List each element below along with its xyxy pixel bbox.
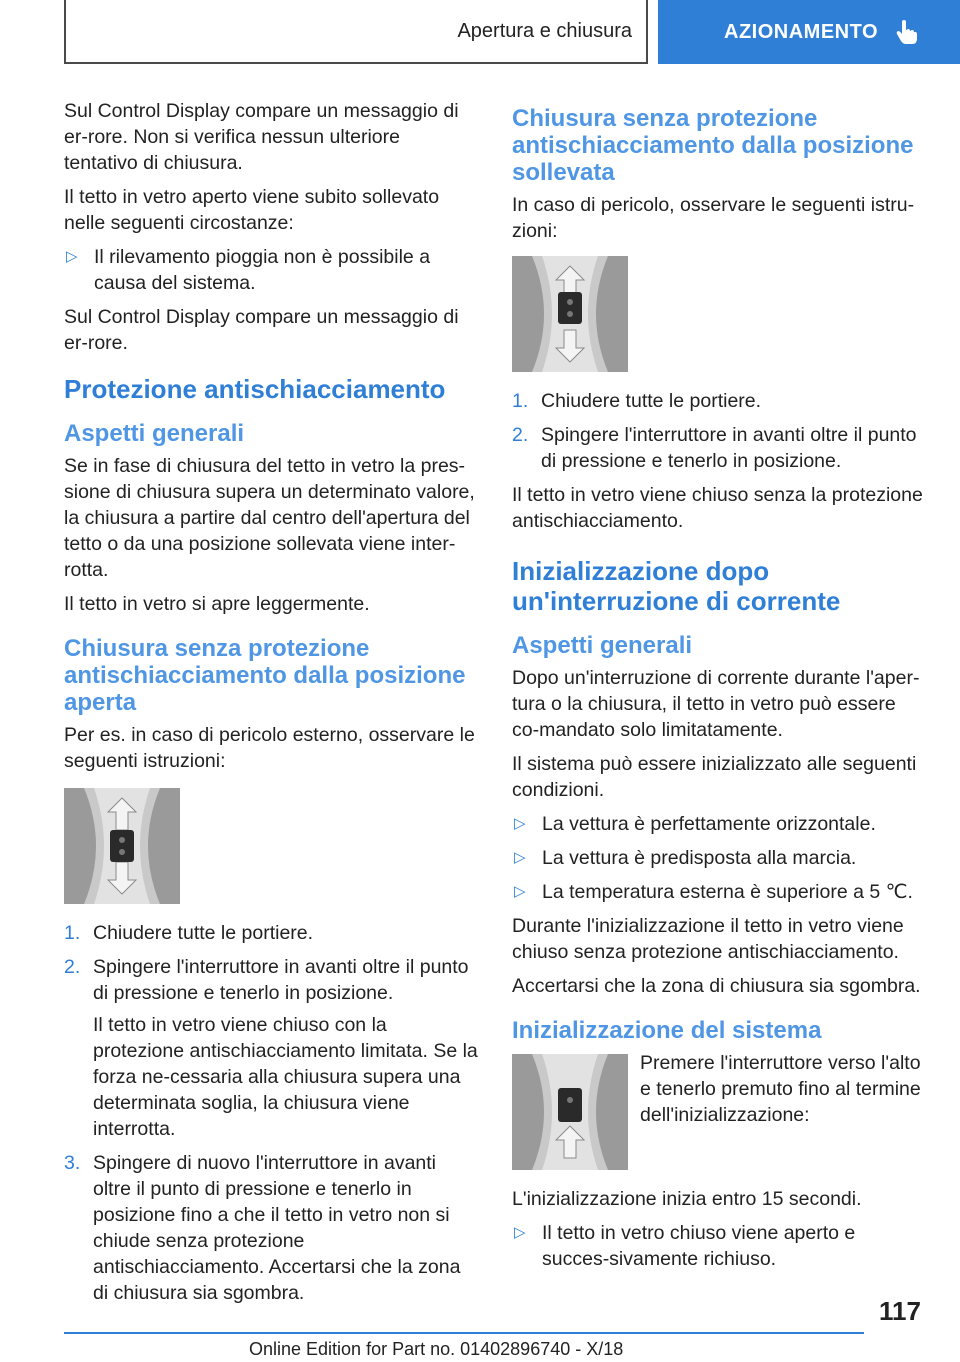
list-item: 1. Chiudere tutte le portiere. <box>64 922 314 944</box>
section-heading: Protezione antischiacciamento <box>64 374 446 404</box>
bullet-list <box>64 244 478 296</box>
subsection-heading: Chiusura senza protezione antischiacciamento dalla posizione aperta <box>64 635 466 716</box>
paragraph: Sul Control Display compare un messaggio di er-rore. Non si verifica nessun ulteriore tentativo di chiusura. <box>64 100 459 174</box>
roof-switch-image <box>64 788 180 904</box>
paragraph: In caso di pericolo, osservare le seguenti istru-zioni: <box>512 194 915 242</box>
list-item: ▷ La vettura è perfettamente orizzontale. <box>514 813 876 835</box>
list-item: ▷ La vettura è predisposta alla marcia. <box>514 847 857 869</box>
paragraph: Il tetto in vetro si apre leggermente. <box>64 593 370 615</box>
paragraph: Per es. in caso di pericolo esterno, osservare le seguenti istruzioni: <box>64 724 475 772</box>
header-chapter-title: AZIONAMENTO <box>724 20 879 43</box>
list-item: 2. Spingere l'interruttore in avanti oltre il punto di pressione e tenerlo in posizione. Il tetto in vetro viene chiuso con la protezione antischiacciamento limitata. Se la forza ne-cessaria alla chiusura supera una determinata soglia, la chiusura viene interrotta. <box>64 956 478 1140</box>
subsection-heading: Aspetti generali <box>64 420 245 447</box>
roof-switch-image <box>512 1054 628 1170</box>
image-with-text <box>512 1050 926 1178</box>
subsection-heading: Inizializzazione del sistema <box>512 1017 822 1044</box>
right-column <box>512 98 926 1280</box>
footer-text: Online Edition for Part no. 01402896740 - X/18 <box>249 1339 624 1359</box>
triangle-bullet-icon: ▷ <box>514 815 526 832</box>
header-section-tab <box>64 0 648 64</box>
list-item: ▷ La temperatura esterna è superiore a 5 ℃. <box>514 881 913 903</box>
hand-pointer-icon <box>896 19 918 45</box>
paragraph: Il tetto in vetro viene chiuso senza la protezione antischiacciamento. <box>512 484 923 532</box>
subsection-heading: Chiusura senza protezione antischiacciamento dalla posizione sollevata <box>512 105 914 186</box>
footer-divider <box>64 1332 864 1334</box>
header-chapter-tab <box>658 0 960 64</box>
bullet-list <box>512 811 926 905</box>
page-number: 117 <box>879 1296 921 1326</box>
paragraph: Accertarsi che la zona di chiusura sia sgombra. <box>512 975 921 997</box>
section-heading: Inizializzazione dopo un'interruzione di corrente <box>512 556 841 616</box>
list-item: ▷ Il tetto in vetro chiuso viene aperto e succes-sivamente richiuso. <box>514 1222 856 1270</box>
header-section-title: Apertura e chiusura <box>457 19 632 42</box>
list-item: 2. Spingere l'interruttore in avanti oltre il punto di pressione e tenerlo in posizione. <box>512 424 917 472</box>
paragraph: L'inizializzazione inizia entro 15 secondi. <box>512 1188 862 1210</box>
list-item: 3. Spingere di nuovo l'interruttore in avanti oltre il punto di pressione e tenerlo in posizione fino a che il tetto in vetro non si chiude senza protezione antischiacciamento. Accertarsi che la zona di chiusura sia sgombra. <box>64 1152 461 1304</box>
paragraph: Durante l'inizializzazione il tetto in vetro viene chiuso senza protezione antischiacciamento. <box>512 915 904 963</box>
roof-switch-image <box>512 256 628 372</box>
triangle-bullet-icon: ▷ <box>514 849 526 866</box>
list-item: ▷ Il rilevamento pioggia non è possibile a causa del sistema. <box>66 246 431 294</box>
left-column <box>64 98 478 1314</box>
triangle-bullet-icon: ▷ <box>66 248 78 265</box>
paragraph: Se in fase di chiusura del tetto in vetro la pres-sione di chiusura supera un determinato valore, la chiusura a partire dal centro dell'apertura del tetto o da una posizione sollevata viene inter-rotta. <box>64 455 475 581</box>
paragraph: Il sistema può essere inizializzato alle seguenti condizioni. <box>512 753 917 801</box>
numbered-list <box>64 920 478 1306</box>
list-item: 1. Chiudere tutte le portiere. <box>512 390 762 412</box>
triangle-bullet-icon: ▷ <box>514 883 526 900</box>
paragraph: Il tetto in vetro aperto viene subito sollevato nelle seguenti circostanze: <box>64 186 440 234</box>
numbered-list <box>512 388 926 474</box>
bullet-list <box>512 1220 926 1272</box>
subsection-heading: Aspetti generali <box>512 632 693 659</box>
paragraph: Premere l'interruttore verso l'alto e tenerlo premuto fino al termine dell'inizializzazione: <box>640 1052 921 1126</box>
paragraph: Dopo un'interruzione di corrente durante l'aper-tura o la chiusura, il tetto in vetro può essere co-mandato solo limitatamente. <box>512 667 920 741</box>
list-item-note: Il tetto in vetro viene chiuso con la protezione antischiacciamento limitata. Se la forza ne-cessaria alla chiusura supera una determinata soglia, la chiusura viene interrotta. <box>93 1014 478 1140</box>
triangle-bullet-icon: ▷ <box>514 1224 526 1241</box>
paragraph: Sul Control Display compare un messaggio di er-rore. <box>64 306 459 354</box>
